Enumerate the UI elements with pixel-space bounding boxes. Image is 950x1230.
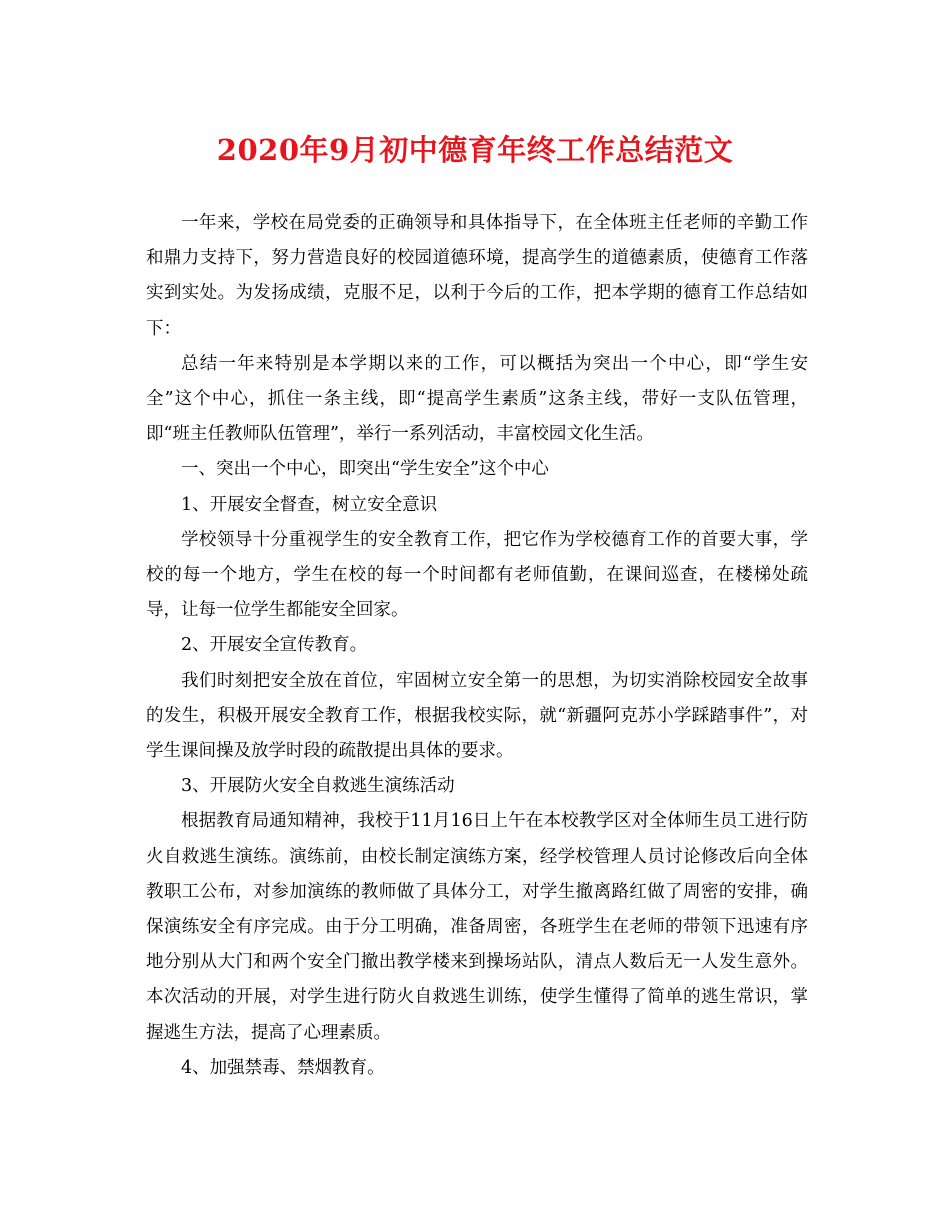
paragraph-fire-drill: 根据教育局通知精神，我校于11月16日上午在本校教学区对全体师生员工进行防火自救逃生演练。演练前，由校长制定演练方案，经学校管理人员讨论修改后向全体教职工公布，对参加演练的教师做了具体分工，对学生撤离路红做了周密的安排，确保演练安全有序完成。由于分工明确，准备周密，各班学生在老师的带领下迅速有序地分别从大门和两个安全门撤出教学楼来到操场站队，清点人数后无一人发生意外。本次活动的开展，对学生进行防火自救逃生训练，使学生懂得了简单的逃生常识，掌握逃生方法，提高了心理素质。 (146, 811, 808, 1043)
paragraph-safety-education: 我们时刻把安全放在首位，牢固树立安全第一的思想，为切实消除校园安全故事的发生，积极开展安全教育工作，根据我校实际，就“新疆阿克苏小学踩踏事件”，对学生课间操及放学时段的疏散提出具体的要求。 (146, 670, 808, 762)
document-title: 2020年9月初中德育年终工作总结范文 (216, 133, 734, 167)
subheading-4: 4、加强禁毒、禁烟教育。 (181, 1057, 385, 1078)
subheading-1: 1、开展安全督查，树立安全意识 (181, 494, 438, 515)
paragraph-safety-supervision: 学校领导十分重视学生的安全教育工作，把它作为学校德育工作的首要大事，学校的每一个地方，学生在校的每一个时间都有老师值勤，在课间巡查，在楼梯处疏导，让每一位学生都能安全回家。 (146, 529, 808, 621)
subheading-2: 2、开展安全宣传教育。 (181, 635, 368, 656)
section-heading-1: 一、突出一个中心，即突出“学生安全”这个中心 (181, 459, 549, 480)
paragraph-summary: 总结一年来特别是本学期以来的工作，可以概括为突出一个中心，即“学生安全”这个中心，抓住一条主线，即“提高学生素质”这条主线，带好一支队伍管理，即“班主任教师队伍管理”，举行一系列活动，丰富校园文化生活。 (146, 353, 808, 445)
paragraph-intro: 一年来，学校在局党委的正确领导和具体指导下，在全体班主任老师的辛勤工作和鼎力支持下，努力营造良好的校园道德环境，提高学生的道德素质，使德育工作落实到实处。为发扬成绩，克服不足，以利于今后的工作，把本学期的德育工作总结如下： (146, 213, 808, 339)
subheading-3: 3、开展防火安全自救逃生演练活动 (181, 776, 455, 797)
document-body (146, 206, 808, 1086)
